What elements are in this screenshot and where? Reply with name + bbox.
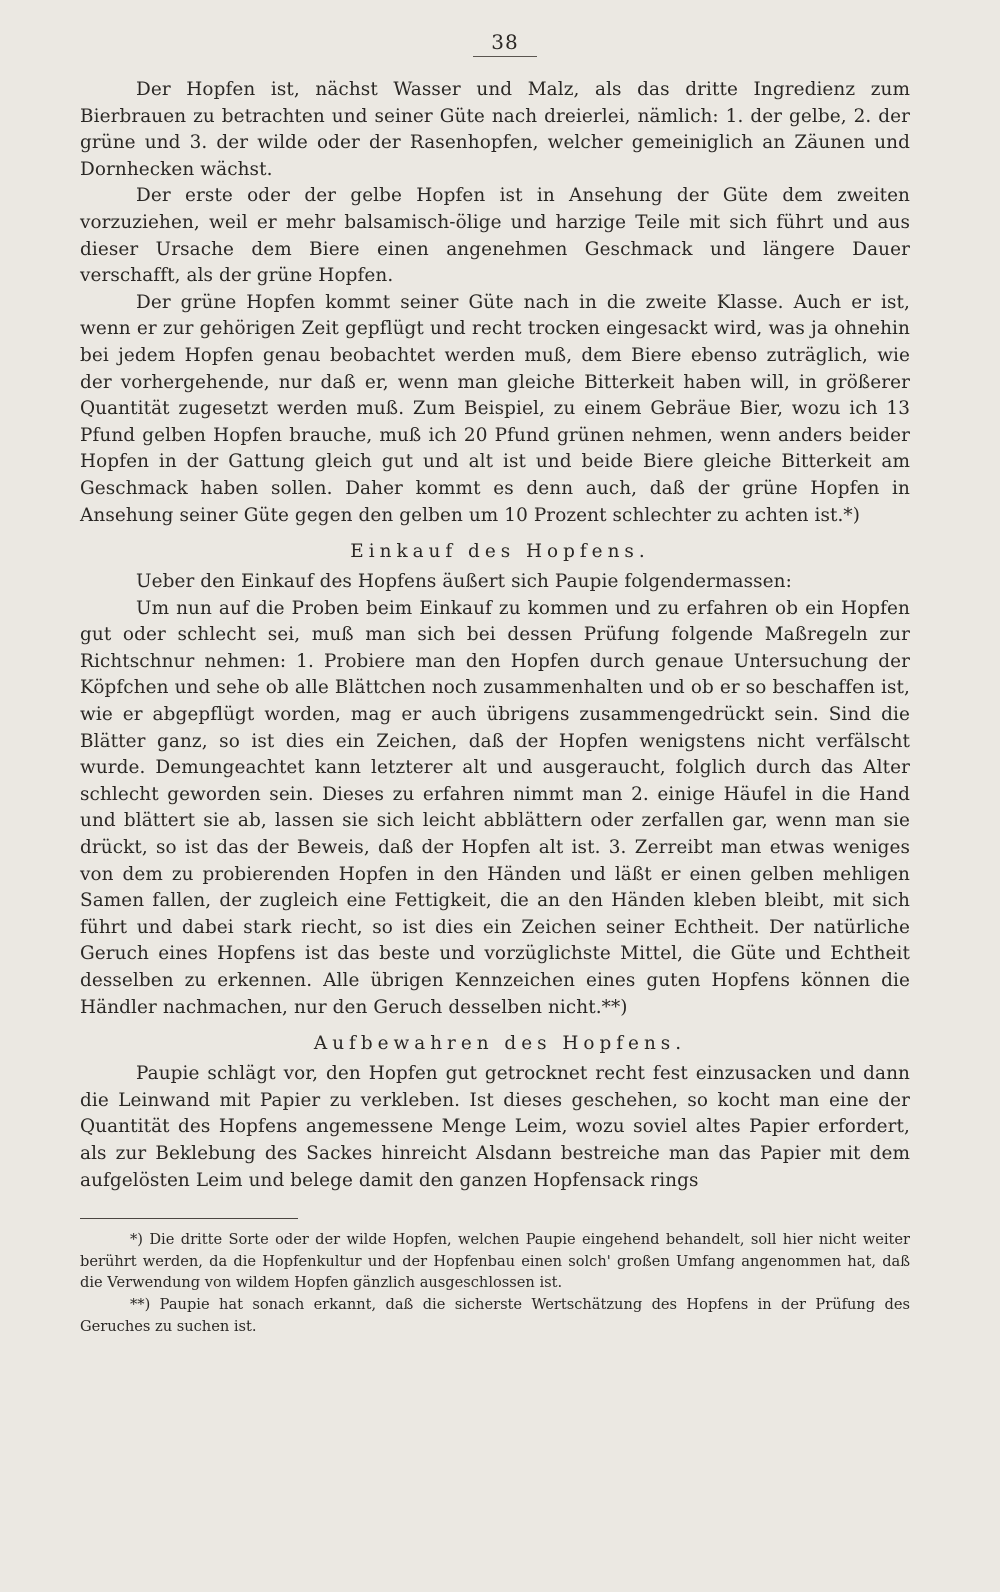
footnote-rule	[80, 1218, 298, 1219]
page-number-rule	[473, 56, 537, 57]
intro-text	[80, 77, 910, 529]
section-heading-purchase: Einkauf des Hopfens.	[350, 541, 650, 563]
section-heading-storage: Aufbewahren des Hopfens.	[313, 1033, 687, 1055]
paragraph-storage: Paupie schlägt vor, den Hopfen gut getrocknet recht fest einzusacken und dann die Leinwand mit Papier zu verkleben. Ist dieses geschehen, so kocht man eine der Quantität des Hopfens angemessene Menge Leim, wozu soviel altes Papier erfordert, als zur Beklebung des Sackes hinreicht Alsdann bestreiche man das Papier mit dem aufgelösten Leim und belege damit den ganzen Hopfensack rings	[80, 1063, 910, 1191]
paragraph-green-hops: Der grüne Hopfen kommt seiner Güte nach in die zweite Klasse. Auch er ist, wenn er zur gehörigen Zeit gepflügt und recht trocken eingesackt wird, was ja ohnehin bei jedem Hopfen genau beobachtet werden muß, dem Biere ebenso zuträglich, wie der vorhergehende, nur daß er, wenn man gleiche Bitterkeit haben will, in größerer Quantität zugesetzt werden muß. Zum Beispiel, zu einem Gebräue Bier, wozu ich 13 Pfund gelben Hopfen brauche, muß ich 20 Pfund grünen nehmen, wenn anders beider Hopfen in der Gattung gleich gut und alt ist und beide Biere gleiche Bitterkeit am Geschmack haben sollen. Daher kommt es denn auch, daß der grüne Hopfen in Ansehung seiner Güte gegen den gelben um 10 Prozent schlechter zu achten ist.*)	[80, 291, 910, 526]
paragraph-hop-types: Der Hopfen ist, nächst Wasser und Malz, als das dritte Ingredienz zum Bierbrauen zu betrachten und seiner Güte nach dreierlei, nämlich: 1. der gelbe, 2. der grüne und 3. der wilde oder der Rasenhopfen, welcher gemeiniglich an Zäunen und Dornhecken wächst.	[80, 79, 910, 180]
paragraph-purchase-intro: Ueber den Einkauf des Hopfens äußert sich Paupie folgendermassen:	[136, 571, 792, 593]
paragraph-purchase-tests: Um nun auf die Proben beim Einkauf zu kommen und zu erfahren ob ein Hopfen gut oder schlecht sei, muß man sich bei dessen Prüfung folgende Maßregeln zur Richtschnur nehmen: 1. Probiere man den Hopfen durch genaue Untersuchung der Köpfchen und sehe ob alle Blättchen noch zusammenhalten und ob er so beschaffen ist, wie er abgepflügt worden, mag er auch übrigens zusammengedrückt sein. Sind die Blätter ganz, so ist dies ein Zeichen, daß der Hopfen wenigstens nicht verfälscht wurde. Demungeachtet kann letzterer alt und ausgeraucht, folglich durch das Alter schlecht geworden sein. Dieses zu erfahren nimmt man 2. einige Häufel in die Hand und blättert sie ab, lassen sie sich leicht abblättern oder zerfallen gar, wenn man sie drückt, so ist das der Beweis, daß der Hopfen alt ist. 3. Zerreibt man etwas weniges von dem zu probierenden Hopfen in den Händen und läßt er einen gelben mehligen Samen fallen, der zugleich eine Fettigkeit, die an den Händen kleben bleibt, mit sich führt und dabei stark riecht, so ist dies ein Zeichen seiner Echtheit. Der natürliche Geruch eines Hopfens ist das beste und vorzüglichste Mittel, die Güte und Echtheit desselben zu erkennen. Alle übrigen Kennzeichen eines guten Hopfens können die Händler nachmachen, nur den Geruch desselben nicht.**)	[80, 597, 910, 1018]
footnote-1: *) Die dritte Sorte oder der wilde Hopfen, welchen Paupie eingehend behandelt, soll hier nicht weiter berührt werden, da die Hopfenkultur und der Hopfenbau einen solch' großen Umfang angenommen hat, daß die Verwendung von wildem Hopfen gänzlich ausgeschlossen ist.	[80, 1231, 910, 1292]
paragraph-yellow-hops: Der erste oder der gelbe Hopfen ist in Ansehung der Güte dem zweiten vorzuziehen, weil er mehr balsamisch-ölige und harzige Teile mit sich führt und aus dieser Ursache dem Biere einen angenehmen Geschmack und längere Dauer verschafft, als der grüne Hopfen.	[80, 185, 910, 287]
page-number: 38	[491, 30, 519, 54]
section-storage	[80, 1031, 910, 1194]
footnotes	[80, 1229, 910, 1337]
footnote-2: **) Paupie hat sonach erkannt, daß die sicherste Wertschätzung des Hopfens in der Prüfung des Geruches zu suchen ist.	[80, 1295, 910, 1335]
section-purchase	[80, 539, 910, 1021]
